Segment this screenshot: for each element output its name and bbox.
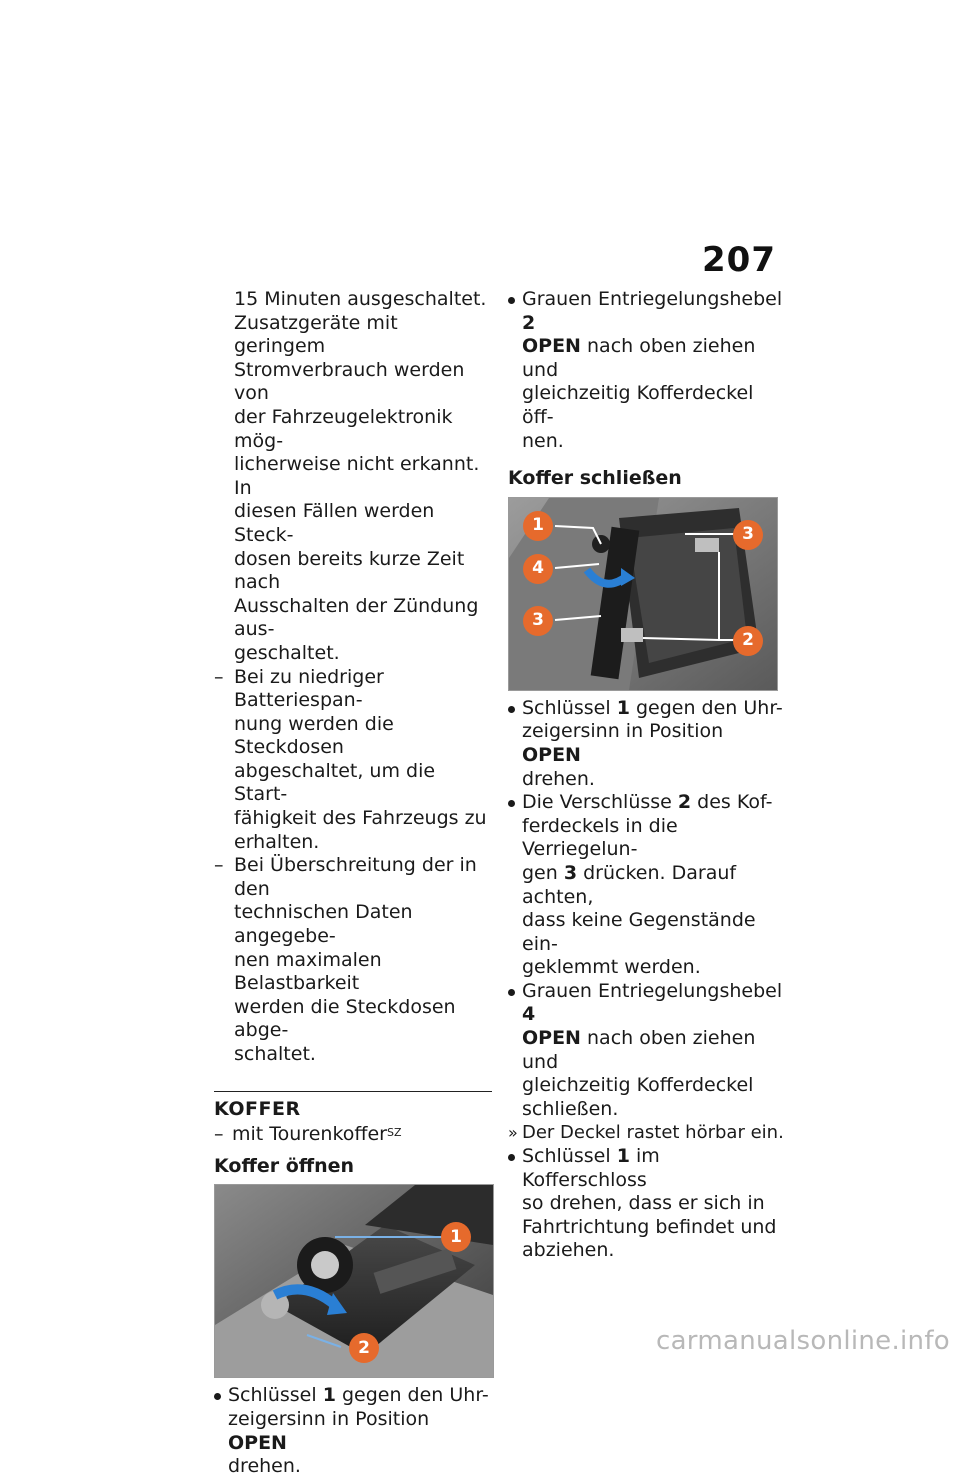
text-line: geklemmt werden. (522, 956, 701, 979)
watermark: carmanualsonline.info (655, 1326, 950, 1356)
text-line: so drehen, dass er sich in (522, 1192, 765, 1215)
step-turn-key-close (508, 697, 784, 791)
figure-open-case (214, 1184, 494, 1378)
text-line: technischen Daten angegebe- (234, 901, 413, 948)
text-line: Schlüssel 1 gegen den Uhr- (522, 696, 783, 719)
text-line: Ausschalten der Zündung aus- (234, 594, 479, 641)
text-line: – Bei Überschreitung der in den (234, 854, 477, 900)
callout-1: 1 (523, 511, 553, 541)
text-line: 15 Minuten ausgeschaltet. (234, 288, 487, 310)
text-line: schaltet. (234, 1043, 316, 1065)
text-line: nen maximalen Belastbarkeit (234, 948, 382, 995)
text-line: schließen. (522, 1097, 619, 1120)
text-line: zeigersinn in Position OPEN (228, 1407, 430, 1454)
text-line: OPEN nach oben ziehen und (522, 335, 756, 381)
result-line: » Der Deckel rastet hörbar ein. (508, 1121, 784, 1145)
text-line: diesen Fällen werden Steck- (234, 500, 435, 546)
text-line: Die Verschlüsse 2 des Kof- (522, 791, 773, 814)
text-line: gen 3 drücken. Darauf achten, (522, 861, 737, 908)
text-line: gleichzeitig Kofferdeckel öff- (522, 382, 754, 428)
section-heading: KOFFER (214, 1097, 301, 1120)
page-number: 207 (702, 240, 776, 280)
right-column (508, 288, 784, 1263)
text-line: drehen. (228, 1455, 301, 1478)
callout-2: 2 (733, 626, 763, 656)
dash-list-item (214, 854, 492, 1066)
text-line: – Bei zu niedriger Batteriespan- (234, 665, 384, 712)
callout-4: 4 (523, 554, 553, 584)
sub-heading-close: Koffer schließen (508, 467, 682, 490)
callout-3-left: 3 (523, 606, 553, 636)
text-line: Schlüssel 1 gegen den Uhr- (228, 1384, 489, 1407)
left-column (214, 288, 492, 1479)
text-line: geschaltet. (234, 641, 340, 664)
condition-text: mit Tourenkoffer (232, 1123, 387, 1146)
callout-2: 2 (349, 1333, 379, 1363)
text-line: werden die Steckdosen abge- (234, 995, 456, 1042)
text-line: Fahrtrichtung befindet und (522, 1215, 777, 1238)
callout-1: 1 (441, 1222, 471, 1252)
text-line: licherweise nicht erkannt. In (234, 453, 480, 499)
text-line: Stromverbrauch werden von (234, 358, 465, 405)
text-line: Schlüssel 1 im Kofferschloss (522, 1145, 660, 1191)
text-line: Grauen Entriegelungshebel 4 (522, 979, 783, 1026)
text-line: nung werden die Steckdosen (234, 712, 394, 759)
sub-heading-open: Koffer öffnen (214, 1154, 355, 1177)
text-line: Zusatzgeräte mit geringem (234, 311, 398, 358)
step-pull-lever (508, 288, 784, 453)
text-line: abgeschaltet, um die Start- (234, 759, 436, 806)
text-line: dass keine Gegenstände ein- (522, 909, 756, 955)
text-line: drehen. (522, 767, 595, 790)
intro-paragraph (214, 288, 492, 666)
text-line: fähigkeit des Fahrzeugs zu (234, 807, 487, 830)
text-line: der Fahrzeugelektronik mög- (234, 405, 453, 452)
text-line: dosen bereits kurze Zeit nach (234, 547, 465, 594)
text-line: OPEN nach oben ziehen und (522, 1027, 756, 1073)
text-line: zeigersinn in Position OPEN (522, 720, 724, 766)
text-line: gleichzeitig Kofferdeckel (522, 1074, 754, 1097)
step-press-latches (508, 791, 784, 980)
text-line: Grauen Entriegelungshebel 2 (522, 288, 783, 334)
figure-close-case (508, 497, 778, 691)
step-remove-key (508, 1145, 784, 1263)
condition-sup: SZ (387, 1126, 402, 1140)
text-line: abziehen. (522, 1239, 615, 1262)
text-line: erhalten. (234, 830, 320, 853)
callout-3-right: 3 (733, 520, 763, 550)
text-line: ferdeckels in die Verriegelun- (522, 814, 678, 861)
step-close-lid (508, 980, 784, 1122)
section-divider (214, 1091, 492, 1092)
section-condition (214, 1123, 492, 1147)
dash-list-item (214, 666, 492, 855)
text-line: nen. (522, 429, 564, 452)
step-turn-key (214, 1384, 492, 1478)
